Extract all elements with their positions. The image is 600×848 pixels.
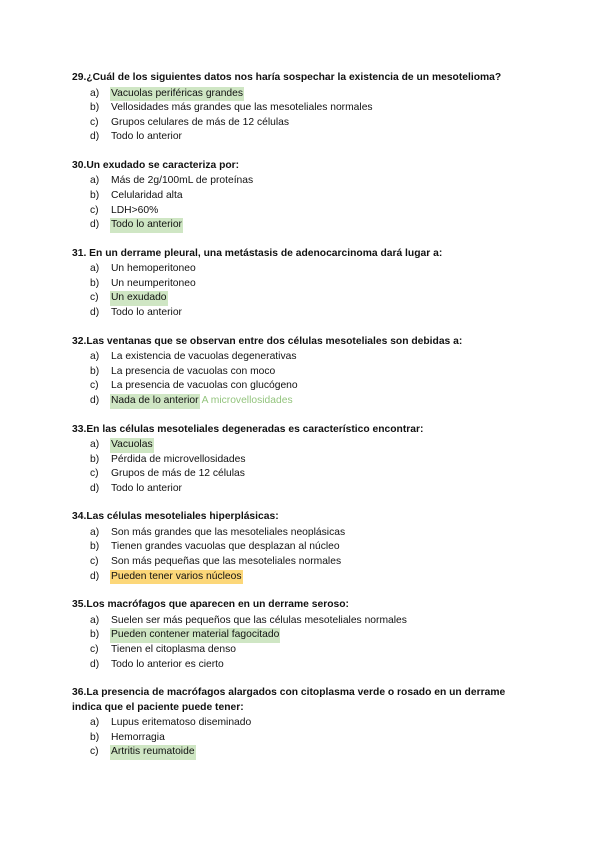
option-text: Vellosidades más grandes que las mesoteliales normales xyxy=(111,102,373,114)
option-letter: b) xyxy=(90,629,100,641)
option-letter: a) xyxy=(90,717,100,729)
option-text: Todo lo anterior xyxy=(111,482,182,494)
answer-option xyxy=(72,540,512,555)
question-text: 30.Un exudado se caracteriza por: xyxy=(72,159,240,171)
option-text: Hemorragia xyxy=(111,731,165,743)
option-text: Un neumperitoneo xyxy=(111,277,196,289)
option-text: Celularidad alta xyxy=(111,189,183,201)
question-block xyxy=(72,247,512,321)
answer-option xyxy=(72,482,512,497)
option-letter: a) xyxy=(90,439,100,450)
answer-option xyxy=(72,643,512,658)
answer-option xyxy=(72,130,512,145)
highlighted-answer-text: Nada de lo anterior xyxy=(110,394,200,409)
question-text: 33.En las células mesoteliales degeneradas es característico encontrar: xyxy=(72,423,424,435)
option-letter: a) xyxy=(90,351,100,363)
option-letter: c) xyxy=(90,556,99,568)
highlighted-answer-text: Un exudado xyxy=(110,291,168,306)
answer-note: A microvellosidades xyxy=(201,394,293,406)
answer-option xyxy=(72,731,512,746)
highlighted-answer-text: Todo lo anterior xyxy=(110,218,183,233)
answer-option xyxy=(72,204,512,219)
highlighted-answer-text: Artritis reumatoide xyxy=(110,745,196,760)
answer-option xyxy=(72,189,512,204)
answer-option xyxy=(72,365,512,380)
option-letter: c) xyxy=(90,204,99,216)
option-letter: c) xyxy=(90,746,99,758)
option-text: La existencia de vacuolas degenerativas xyxy=(111,351,297,363)
option-text: Grupos de más de 12 células xyxy=(111,468,245,480)
highlighted-answer-text: Pueden tener varios núcleos xyxy=(110,570,243,585)
option-text: Tienen el citoplasma denso xyxy=(111,643,236,655)
question-block xyxy=(72,510,512,584)
option-text: Todo lo anterior xyxy=(111,307,182,319)
answer-option xyxy=(72,570,512,585)
answer-option xyxy=(72,262,512,277)
option-text: Pérdida de microvellosidades xyxy=(111,453,246,465)
option-text: LDH>60% xyxy=(111,204,159,216)
option-letter: c) xyxy=(90,116,99,128)
answer-option xyxy=(72,306,512,321)
option-letter: d) xyxy=(90,219,100,231)
option-letter: c) xyxy=(90,643,99,655)
option-letter: a) xyxy=(90,526,100,538)
answer-option xyxy=(72,394,512,409)
option-letter: a) xyxy=(90,175,100,187)
option-letter: b) xyxy=(90,277,100,289)
highlighted-answer-text: Vacuolas xyxy=(110,438,154,453)
question-block xyxy=(72,423,512,497)
option-letter: a) xyxy=(90,87,100,99)
option-text: La presencia de vacuolas con glucógeno xyxy=(111,380,298,392)
option-text: Son más grandes que las mesoteliales neoplásicas xyxy=(111,526,346,538)
option-letter: d) xyxy=(90,131,100,143)
answer-option xyxy=(72,379,512,394)
answer-option xyxy=(72,555,512,570)
option-letter: d) xyxy=(90,658,100,670)
option-letter: b) xyxy=(90,365,100,377)
option-text: Todo lo anterior xyxy=(111,131,182,143)
question-text: 34.Las células mesoteliales hiperplásicas: xyxy=(72,511,279,523)
option-text: Tienen grandes vacuolas que desplazan al núcleo xyxy=(111,541,340,553)
answer-option xyxy=(72,716,512,731)
answer-option xyxy=(72,101,512,116)
answer-option xyxy=(72,453,512,468)
question-block xyxy=(72,71,512,145)
answer-option xyxy=(72,658,512,673)
option-letter: b) xyxy=(90,731,100,743)
question-text: 29.¿Cuál de los siguientes datos nos haría sospechar la existencia de un mesotelioma? xyxy=(72,72,502,83)
answer-option xyxy=(72,291,512,306)
option-text: Lupus eritematoso diseminado xyxy=(111,717,252,729)
option-letter: a) xyxy=(90,263,100,275)
answer-option xyxy=(72,87,512,102)
question-block xyxy=(72,686,512,760)
answer-option xyxy=(72,277,512,292)
answer-option xyxy=(72,218,512,233)
question-block xyxy=(72,598,512,672)
question-text: 31. En un derrame pleural, una metástasis de adenocarcinoma dará lugar a: xyxy=(72,247,443,259)
option-letter: b) xyxy=(90,453,100,465)
option-text: Más de 2g/100mL de proteínas xyxy=(111,175,254,187)
option-letter: b) xyxy=(90,541,100,553)
question-block xyxy=(72,159,512,233)
option-letter: d) xyxy=(90,570,100,582)
question-text: 36.La presencia de macrófagos alargados con citoplasma verde o rosado en un derrame indica que el paciente puede tener: xyxy=(72,687,506,713)
highlighted-answer-text: Vacuolas periféricas grandes xyxy=(110,87,244,102)
option-letter: d) xyxy=(90,307,100,319)
option-letter: d) xyxy=(90,394,100,406)
answer-option xyxy=(72,438,512,453)
answer-option xyxy=(72,628,512,643)
question-list xyxy=(72,71,512,774)
option-text: Todo lo anterior es cierto xyxy=(111,658,224,670)
option-letter: c) xyxy=(90,380,99,392)
answer-option xyxy=(72,350,512,365)
answer-option xyxy=(72,116,512,131)
option-letter: c) xyxy=(90,468,99,480)
answer-option xyxy=(72,526,512,541)
option-text: Son más pequeñas que las mesoteliales normales xyxy=(111,556,342,568)
answer-option xyxy=(72,174,512,189)
option-text: Un hemoperitoneo xyxy=(111,263,196,275)
highlighted-answer-text: Pueden contener material fagocitado xyxy=(110,628,280,643)
option-letter: a) xyxy=(90,614,100,626)
question-text: 35.Los macrófagos que aparecen en un derrame seroso: xyxy=(72,599,349,611)
answer-option xyxy=(72,467,512,482)
answer-option xyxy=(72,614,512,629)
option-text: La presencia de vacuolas con moco xyxy=(111,365,276,377)
option-letter: b) xyxy=(90,189,100,201)
option-letter: b) xyxy=(90,102,100,114)
question-block xyxy=(72,335,512,409)
answer-option xyxy=(72,745,512,760)
option-text: Suelen ser más pequeños que las células mesoteliales normales xyxy=(111,614,407,626)
option-letter: d) xyxy=(90,482,100,494)
option-text: Grupos celulares de más de 12 células xyxy=(111,116,290,128)
option-letter: c) xyxy=(90,292,99,304)
question-text: 32.Las ventanas que se observan entre dos células mesoteliales son debidas a: xyxy=(72,335,463,347)
